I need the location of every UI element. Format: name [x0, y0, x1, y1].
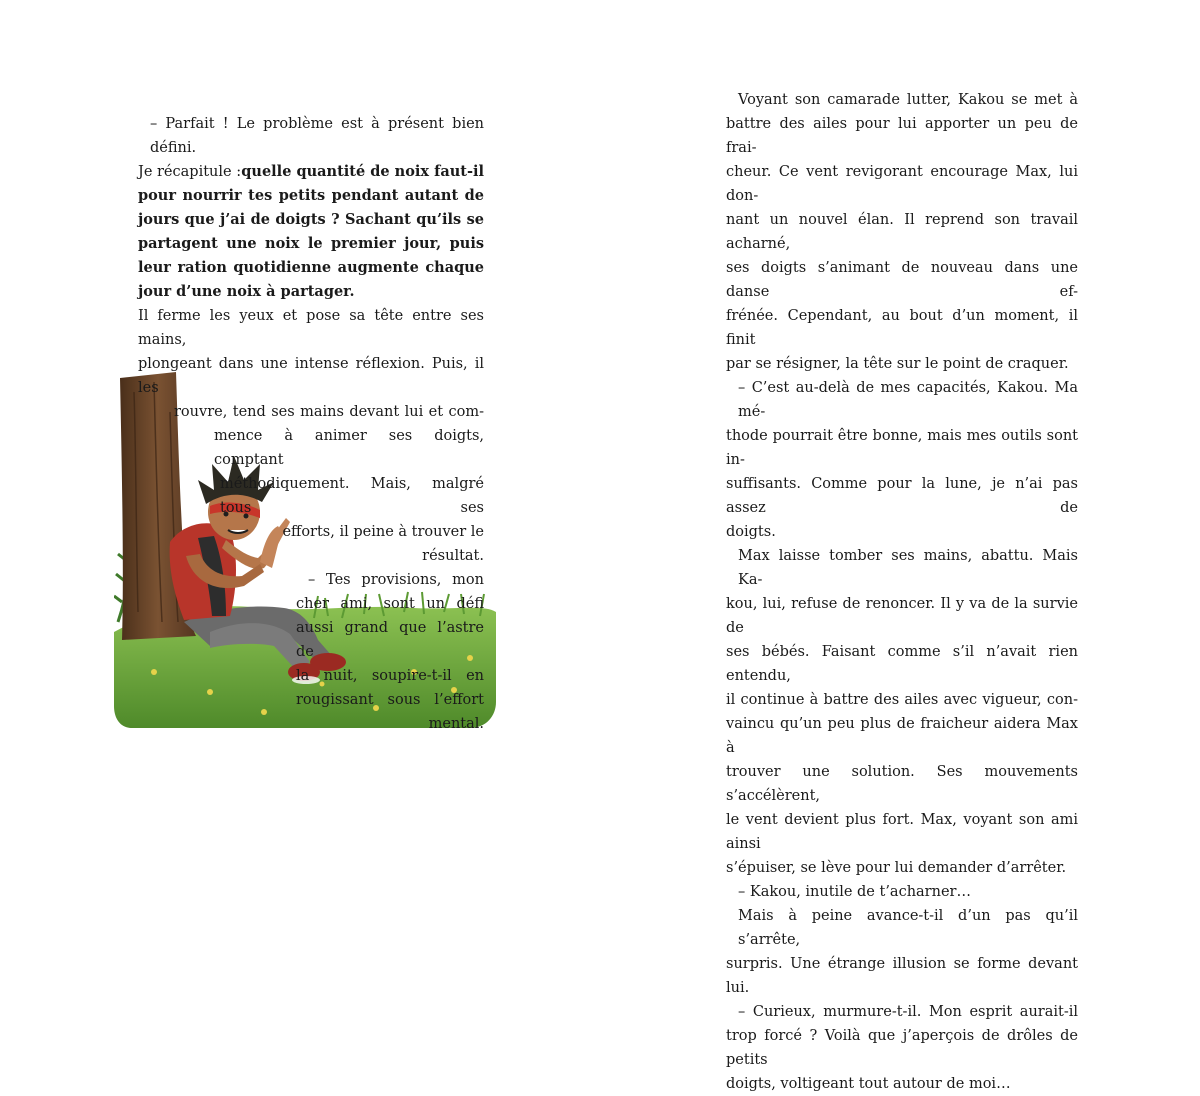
text-line: doigts, voltigeant tout autour de moi… [726, 1076, 1011, 1092]
reflexion-line: mence à animer ses doigts, comptant [214, 428, 484, 468]
text-line: Max laisse tomber ses mains, abattu. Mais Ka- [738, 548, 1078, 588]
text-line: surpris. Une étrange illusion se forme devant lui. [726, 956, 1078, 996]
text-line: frénée. Cependant, au bout d’un moment, il finit [726, 308, 1078, 348]
intro-bold-line: jours que j’ai de doigts ? Sachant qu’ils se [138, 211, 484, 228]
intro-line-1: – Parfait ! Le problème est à présent bien défini. [150, 116, 484, 156]
reflexion-line: cher ami, sont un défi [296, 596, 484, 612]
text-line: trop forcé ? Voilà que j’aperçois de drôles de petits [726, 1028, 1078, 1068]
text-line: cheur. Ce vent revigorant encourage Max, lui don- [726, 164, 1078, 204]
intro-bold-line: partagent une noix le premier jour, puis [138, 235, 484, 252]
reflexion-line: efforts, il peine à trouver le résultat. [282, 524, 484, 564]
intro-bold-line: leur ration quotidienne augmente chaque [138, 259, 484, 276]
text-line: par se résigner, la tête sur le point de craquer. [726, 356, 1069, 372]
reflexion-line: rouvre, tend ses mains devant lui et com- [174, 404, 484, 420]
reflexion-line: Il ferme les yeux et pose sa tête entre ses mains, [138, 308, 484, 348]
text-line: thode pourrait être bonne, mais mes outils sont in- [726, 428, 1078, 468]
intro-line-2-plain: Je récapitule : [138, 164, 242, 180]
text-line: battre des ailes pour lui apporter un peu de frai- [726, 116, 1078, 156]
reflexion-line: rougissant sous l’effort [296, 692, 484, 708]
text-line: Voyant son camarade lutter, Kakou se met à [738, 92, 1078, 108]
text-line: s’épuiser, se lève pour lui demander d’arrêter. [726, 860, 1067, 876]
text-line: doigts. [726, 524, 776, 540]
intro-line-2 [138, 160, 484, 184]
intro-bold-line: pour nourrir tes petits pendant autant de [138, 187, 484, 204]
reflexion-line: – Tes provisions, mon [308, 572, 484, 588]
right-page-text [726, 88, 1078, 1096]
reflexion-line: la nuit, soupire-t-il en [296, 668, 484, 684]
intro-line-2-bold: quelle quantité de noix faut-il [241, 163, 484, 180]
text-line: vaincu qu’un peu plus de fraicheur aidera Max à [726, 716, 1078, 756]
text-line: – C’est au-delà de mes capacités, Kakou. Ma mé- [738, 380, 1078, 420]
text-line: ses bébés. Faisant comme s’il n’avait rien entendu, [726, 644, 1078, 684]
text-line: le vent devient plus fort. Max, voyant son ami ainsi [726, 812, 1078, 852]
intro-paragraph [138, 112, 484, 304]
text-line: nant un nouvel élan. Il reprend son travail acharné, [726, 212, 1078, 252]
text-line: – Curieux, murmure-t-il. Mon esprit aurait-il [738, 1004, 1078, 1020]
reflexion-line: mental. [428, 716, 484, 732]
intro-bold-line: jour d’une noix à partager. [138, 283, 355, 300]
text-line: trouver une solution. Ses mouvements s’accélèrent, [726, 764, 1078, 804]
text-line: ses doigts s’animant de nouveau dans une danse ef- [726, 260, 1078, 300]
right-page [600, 0, 1200, 1092]
text-line: – Kakou, inutile de t’acharner… [738, 884, 971, 900]
reflexion-paragraph [138, 304, 484, 736]
left-page [0, 0, 600, 849]
text-line: kou, lui, refuse de renoncer. Il y va de la survie de [726, 596, 1078, 636]
reflexion-line: méthodiquement. Mais, malgré tous ses [220, 476, 484, 516]
text-line: suffisants. Comme pour la lune, je n’ai pas assez de [726, 476, 1078, 516]
text-line: Mais à peine avance-t-il d’un pas qu’il s’arrête, [738, 908, 1078, 948]
reflexion-line: plongeant dans une intense réflexion. Puis, il les [138, 356, 484, 396]
text-line: il continue à battre des ailes avec vigueur, con- [726, 692, 1078, 708]
reflexion-line: aussi grand que l’astre de [296, 620, 484, 660]
